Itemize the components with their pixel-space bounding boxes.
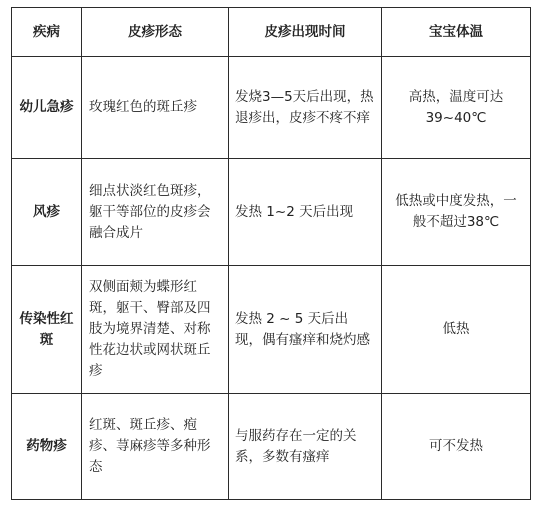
temperature-cell: 可不发热 <box>382 394 531 500</box>
disease-cell: 幼儿急疹 <box>12 57 82 159</box>
table-row <box>12 159 531 266</box>
onset-cell: 发热 1~2 天后出现 <box>229 159 382 266</box>
onset-cell: 发烧3—5天后出现，热退疹出，皮疹不疼不痒 <box>229 57 382 159</box>
disease-cell: 风疹 <box>12 159 82 266</box>
rash-cell: 红斑、斑丘疹、疱疹、荨麻疹等多种形态 <box>82 394 229 500</box>
onset-cell: 发热 2 ~ 5 天后出现，偶有瘙痒和烧灼感 <box>229 266 382 394</box>
header-disease: 疾病 <box>12 8 82 57</box>
temperature-cell: 低热 <box>382 266 531 394</box>
disease-cell: 传染性红斑 <box>12 266 82 394</box>
temperature-cell: 低热或中度发热，一般不超过38℃ <box>382 159 531 266</box>
rash-cell: 细点状淡红色斑疹，躯干等部位的皮疹会融合成片 <box>82 159 229 266</box>
header-row <box>12 8 531 57</box>
table-row <box>12 394 531 500</box>
table-row <box>12 57 531 159</box>
rash-cell: 双侧面颊为蝶形红斑，躯干、臀部及四肢为境界清楚、对称性花边状或网状斑丘疹 <box>82 266 229 394</box>
table-row <box>12 266 531 394</box>
onset-cell: 与服药存在一定的关系，多数有瘙痒 <box>229 394 382 500</box>
rash-comparison-table <box>11 7 531 500</box>
disease-cell: 药物疹 <box>12 394 82 500</box>
header-rash-form: 皮疹形态 <box>82 8 229 57</box>
header-onset-time: 皮疹出现时间 <box>229 8 382 57</box>
temperature-cell: 高热，温度可达39~40℃ <box>382 57 531 159</box>
rash-cell: 玫瑰红色的斑丘疹 <box>82 57 229 159</box>
header-temperature: 宝宝体温 <box>382 8 531 57</box>
